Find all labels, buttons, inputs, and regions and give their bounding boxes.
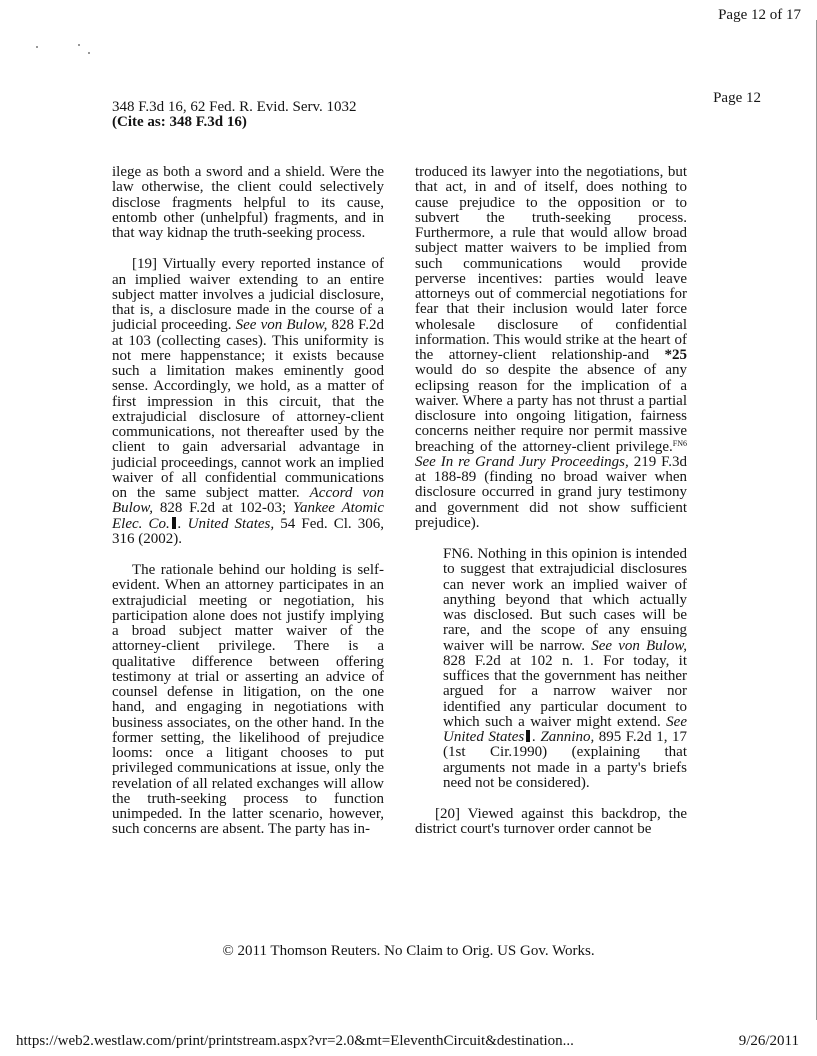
print-date: 9/26/2011 (738, 1033, 799, 1049)
redaction-mark (172, 517, 176, 529)
page-counter: Page 12 of 17 (718, 7, 801, 23)
paragraph: ilege as both a sword and a shield. Were the law otherwise, the client could selectively disclose fragments helpful to its cause, entomb other (unhelpful) fragments, and in that way kidnap the truth-seeking process. (112, 164, 384, 241)
paragraph: troduced its lawyer into the negotiations, but that act, in and of itself, does nothing to cause prejudice to the opposition or to subvert the truth-seeking process. Furthermore, a rule that would allow broad subject matter waivers to be implied from such communications would provide perverse incentives: parties would leave attorneys out of commercial negotiations for fear that their inclusion would later force wholesale disclosure of confidential information. This would strike at the heart of the attorney-client relationship-and *25 would do so despite the absence of any eclipsing reason for the implication of a waiver. Where a party has not thrust a partial disclosure into ongoing litigation, fairness concerns neither require nor permit massive breaching of the attorney-client privilege.$^{FN6}$ See In re Grand Jury Proceedings, 219 F.3d at 188-89 (finding no broad waiver when disclosure occurred in grand jury testimony and government did not show sufficient prejudice). (415, 164, 687, 531)
right-column (415, 165, 687, 838)
citation-header (112, 100, 357, 130)
scan-speck (88, 52, 90, 54)
star-page-marker: *25 (664, 347, 687, 363)
citation-line: 348 F.3d 16, 62 Fed. R. Evid. Serv. 1032 (112, 99, 357, 115)
footnote-fn6: FN6. Nothing in this opinion is intended to suggest that extrajudicial disclosures can never work an implied waiver of anything beyond that which actually was disclosed. But such cases will be rare, and the scope of any ensuing waiver will be narrow. See von Bulow, 828 F.2d at 102 n. 1. For today, it suffices that the government has neither argued for a narrow waiver nor identified any particular document to which such a waiver might extend. See United States . Zannino, 895 F.2d 1, 17 (1st Cir.1990) (explaining that arguments not made in a party's briefs need not be considered). (443, 546, 687, 791)
scan-speck (36, 46, 38, 48)
redaction-mark (526, 730, 530, 742)
scan-speck (78, 44, 80, 46)
paragraph: [19] Virtually every reported instance of an implied waiver extending to an entire subject matter involves a judicial disclosure, that is, a disclosure made in the course of a judicial proceeding. See von Bulow, 828 F.2d at 103 (collecting cases). This uniformity is not mere happenstance; it exists because such a limitation makes eminently good sense. Accordingly, we hold, as a matter of first impression in this circuit, that the extrajudicial disclosure of attorney-client communications, not thereafter used by the client to gain adversarial advantage in judicial proceedings, cannot work an implied waiver of all confidential communications on the same subject matter. Accord von Bulow, 828 F.2d at 102-03; Yankee Atomic Elec. Co. . United States, 54 Fed. Cl. 306, 316 (2002). (112, 256, 384, 547)
case-citation-link[interactable]: See von Bulow, (591, 637, 687, 654)
cite-as-line: (Cite as: 348 F.3d 16) (112, 114, 247, 130)
copyright-notice: © 2011 Thomson Reuters. No Claim to Orig. US Gov. Works. (222, 943, 595, 959)
paragraph: [20] Viewed against this backdrop, the district court's turnover order cannot be (415, 806, 687, 838)
paragraph: The rationale behind our holding is self-evident. When an attorney participates in an extrajudicial meeting or negotiation, his participation alone does not justify implying a broad subject matter waiver of the attorney-client privilege. There is a qualitative difference between offering testimony at trial or asserting an advice of counsel defense in litigation, on the one hand, and engaging in negotiations with business associates, on the other hand. In the former setting, the likelihood of prejudice looms: once a litigant chooses to put privileged communications at issue, only the revelation of all related exchanges will allow the truth-seeking process to function unimpeded. In the latter scenario, however, such concerns are absent. The party has in- (112, 562, 384, 838)
case-citation-link[interactable]: See United States . Zannino, (443, 713, 687, 745)
case-citation-link[interactable]: See von Bulow, (235, 317, 328, 334)
footnote-reference-link[interactable]: FN6 (672, 438, 687, 448)
page-number: Page 12 (713, 90, 761, 106)
source-url[interactable]: https://web2.westlaw.com/print/printstream.aspx?vr=2.0&mt=EleventhCircuit&destination... (16, 1033, 574, 1049)
case-citation-link[interactable]: Yankee Atomic Elec. Co. . United States, (112, 500, 384, 532)
case-citation-link[interactable]: See In re Grand Jury Proceedings, (415, 453, 629, 470)
left-column (112, 165, 384, 838)
case-citation-link[interactable]: Accord von Bulow, (112, 485, 384, 517)
